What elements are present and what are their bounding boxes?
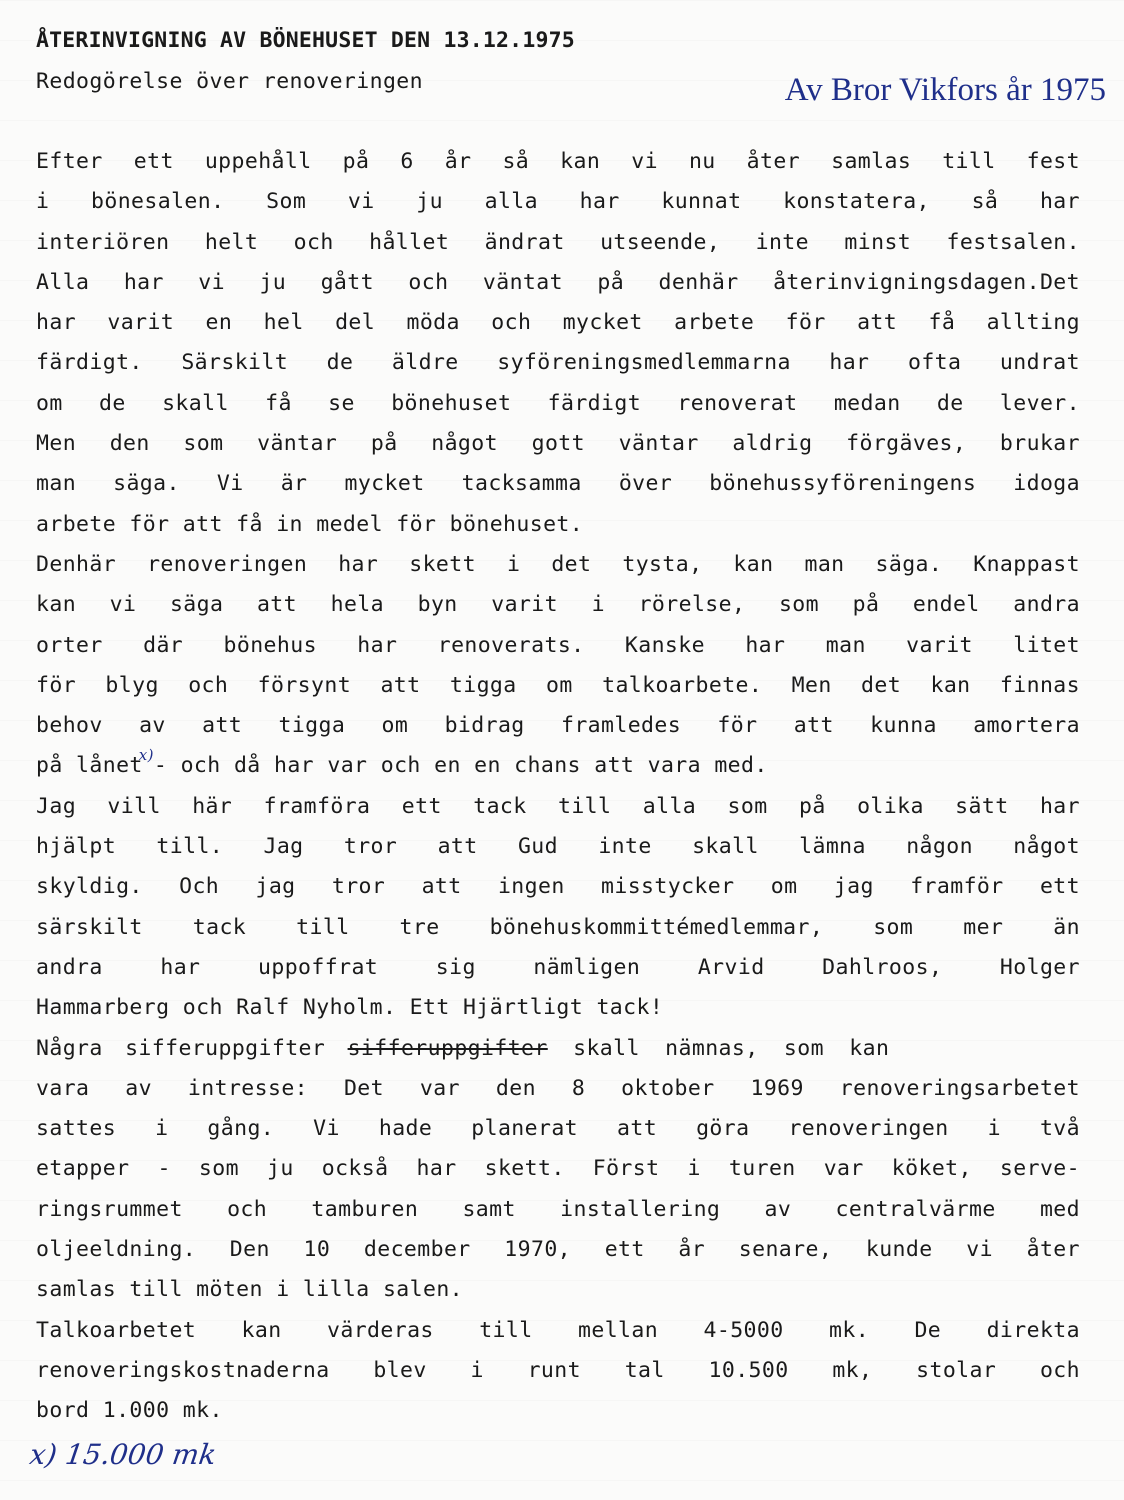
text-line-with-strikethrough bbox=[36, 1029, 1080, 1069]
text-line: kan vi säga att hela byn varit i rörelse, som på endel andra bbox=[36, 592, 1080, 618]
text-line: har varit en hel del möda och mycket arbete för att få allting bbox=[36, 310, 1080, 336]
text-line: renoveringskostnaderna blev i runt tal 10.500 mk, stolar och bbox=[36, 1357, 1080, 1383]
text-line: oljeeldning. Den 10 december 1970, ett år senare, kunde vi åter bbox=[36, 1237, 1080, 1263]
text-line: samlas till möten i lilla salen. bbox=[36, 1277, 464, 1303]
text-line: Denhär renoveringen har skett i det tysta, kan man säga. Knappast bbox=[36, 551, 1080, 577]
text-line: man säga. Vi är mycket tacksamma över bönehussyföreningens idoga bbox=[36, 471, 1080, 497]
text-line: behov av att tigga om bidrag framledes för att kunna amortera bbox=[36, 713, 1080, 739]
text-line: interiören helt och hållet ändrat utseende, inte minst festsalen. bbox=[36, 229, 1080, 255]
text-line: vara av intresse: Det var den 8 oktober 1969 renoveringsarbetet bbox=[36, 1075, 1080, 1101]
text-line: bord 1.000 mk. bbox=[36, 1398, 223, 1424]
text-line: i bönesalen. Som vi ju alla har kunnat konstatera, så har bbox=[36, 189, 1080, 215]
text-line: om de skall få se bönehuset färdigt renoverat medan de lever. bbox=[36, 390, 1080, 416]
text-line: särskilt tack till tre bönehuskommittémedlemmar, som mer än bbox=[36, 914, 1080, 940]
text-line: sattes i gång. Vi hade planerat att göra renoveringen i två bbox=[36, 1116, 1080, 1142]
struck-text: sifferuppgifter bbox=[347, 1035, 548, 1061]
text-line: färdigt. Särskilt de äldre syföreningsmedlemmarna har ofta undrat bbox=[36, 350, 1080, 376]
author-annotation: Av Bror Vikfors år 1975 bbox=[784, 72, 1106, 108]
line-text-before-mark: på lånet bbox=[36, 753, 143, 779]
text-line: Men den som väntar på något gott väntar aldrig förgäves, brukar bbox=[36, 431, 1080, 457]
text-line: för blyg och försynt att tigga om talkoarbete. Men det kan finnas bbox=[36, 672, 1080, 698]
line-text-after-strike: skall nämnas, som kan bbox=[547, 1035, 890, 1061]
text-line: Alla har vi ju gått och väntat på denhär återinvigningsdagen.Det bbox=[36, 269, 1080, 295]
text-line: etapper - som ju också har skett. Först i turen var köket, serve- bbox=[36, 1156, 1080, 1182]
text-line: hjälpt till. Jag tror att Gud inte skall lämna någon något bbox=[36, 834, 1080, 860]
document-body bbox=[36, 142, 1080, 1432]
text-line: andra har uppoffrat sig nämligen Arvid Dahlroos, Holger bbox=[36, 954, 1080, 980]
text-line: ringsrummet och tamburen samt installering av centralvärme med bbox=[36, 1196, 1080, 1222]
text-line: Talkoarbetet kan värderas till mellan 4-5000 mk. De direkta bbox=[36, 1317, 1080, 1343]
line-text-before-strike: Några sifferuppgifter bbox=[36, 1035, 348, 1061]
document-title: ÅTERINVIGNING AV BÖNEHUSET DEN 13.12.1975 bbox=[36, 28, 575, 53]
text-line: Hammarberg och Ralf Nyholm. Ett Hjärtligt tack! bbox=[36, 995, 664, 1021]
document-subtitle: Redogörelse över renoveringen bbox=[36, 69, 423, 94]
text-line-with-footnote-mark bbox=[36, 746, 1080, 786]
text-line: Jag vill här framföra ett tack till alla som på olika sätt har bbox=[36, 793, 1080, 819]
text-line: arbete för att få in medel för bönehuset. bbox=[36, 511, 584, 537]
text-line: orter där bönehus har renoverats. Kanske har man varit litet bbox=[36, 632, 1080, 658]
text-line: skyldig. Och jag tror att ingen misstycker om jag framför ett bbox=[36, 874, 1080, 900]
handwritten-footnote: x) 15.000 mk bbox=[27, 1438, 219, 1471]
line-text-after-mark: - och då har var och en en chans att vara med. bbox=[153, 753, 768, 779]
text-line: Efter ett uppehåll på 6 år så kan vi nu åter samlas till fest bbox=[36, 149, 1080, 174]
footnote-mark: x) bbox=[138, 746, 154, 765]
